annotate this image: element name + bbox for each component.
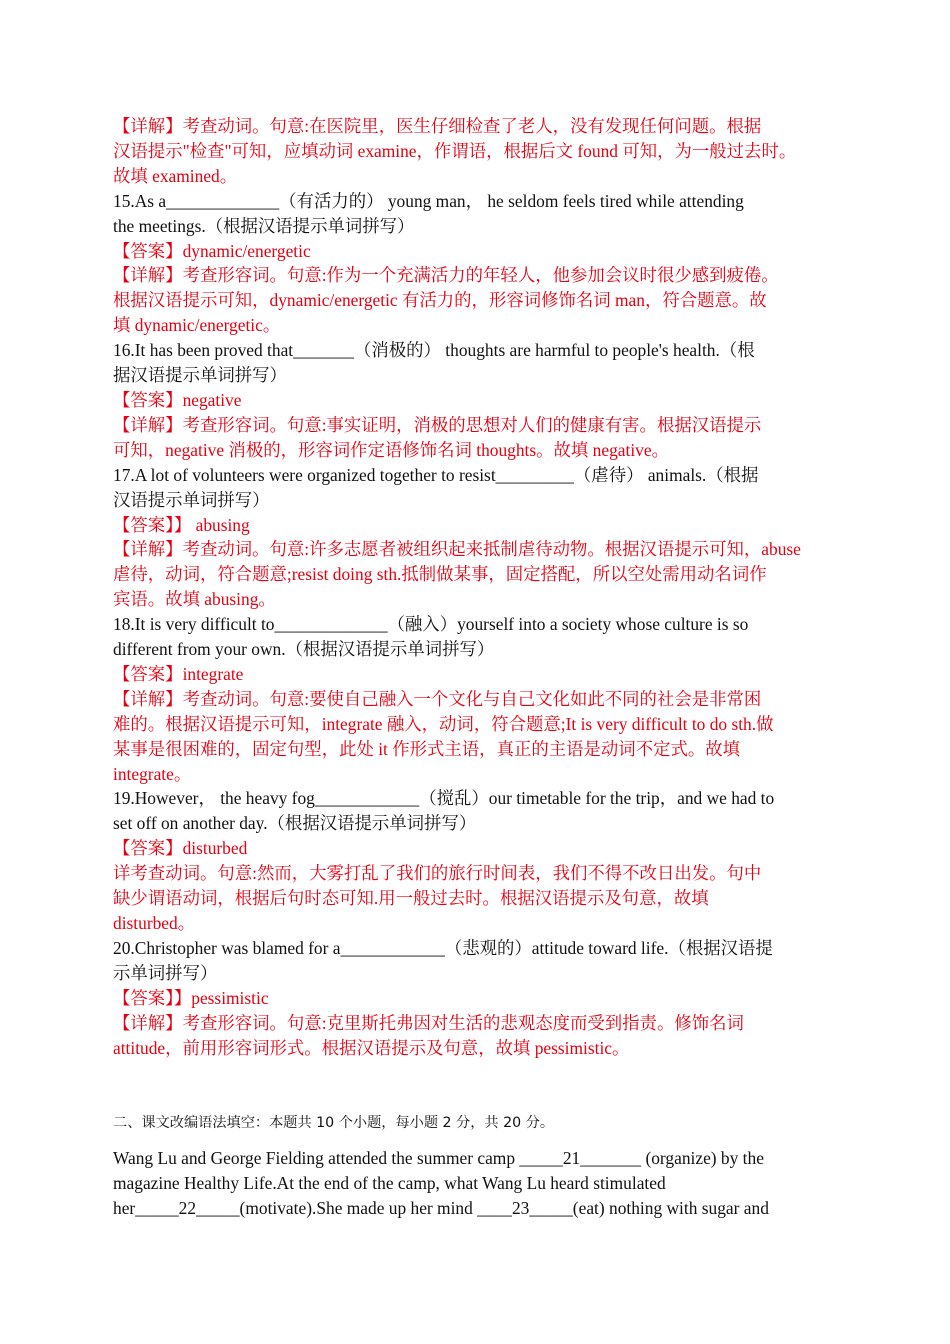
text-line: 根据汉语提示可知，dynamic/energetic 有活力的，形容词修饰名词 man，符合题意。故 [113,290,767,311]
text-line: 填 dynamic/energetic。 [113,315,281,336]
question-block [113,338,860,388]
text-line: 据汉语提示单词拼写） [113,365,287,386]
section-gap [113,1060,860,1113]
answer-explanation-block [113,687,860,787]
answer-explanation-block [113,263,860,338]
text-line: 【答案】】pessimistic [113,987,269,1008]
text-line: disturbed。 [113,913,196,933]
section-passage [113,1146,860,1221]
answer-explanation-block [113,413,860,463]
answer-explanation-block [113,662,860,687]
text-line: 缺少谓语动词，根据后句时态可知.用一般过去时。根据汉语提示及句意，故填 [113,888,709,909]
passage-line: magazine Healthy Life.At the end of the camp, what Wang Lu heard stimulated [113,1173,666,1194]
text-line: 15.As a_____________（有活力的） young man， he seldom feels tired while attending [113,190,744,211]
answer-explanation-block [113,114,860,189]
answer-blocks [113,114,860,1060]
text-line: set off on another day.（根据汉语提示单词拼写） [113,813,477,834]
question-block [113,612,860,662]
text-line: 【答案】disturbed [113,838,248,859]
text-line: 【详解】考查动词。句意:许多志愿者被组织起来抵制虐待动物。根据汉语提示可知，abuse [113,539,801,560]
text-line: 【详解】考查形容词。句意:克里斯托弗因对生活的悲观态度而受到指责。修饰名词 [113,1012,744,1033]
text-line: 宾语。故填 abusing。 [113,589,276,610]
text-line: 详考查动词。句意:然而，大雾打乱了我们的旅行时间表，我们不得不改日出发。句中 [113,863,762,884]
text-line: 17.A lot of volunteers were organized together to resist_________（虐待） animals.（根据 [113,464,759,485]
question-block [113,463,860,513]
text-line: 【答案】integrate [113,663,244,684]
answer-explanation-block [113,986,860,1011]
text-line: 汉语提示"检查"可知，应填动词 examine，作谓语，根据后文 found 可知，为一般过去时。 [113,140,797,161]
text-line: 汉语提示单词拼写） [113,489,270,510]
answer-explanation-block [113,239,860,264]
text-line: 某事是很困难的，固定句型，此处 it 作形式主语，真正的主语是动词不定式。故填 [113,738,741,759]
text-line: 【详解】考查形容词。句意:作为一个充满活力的年轻人，他参加会议时很少感到疲倦。 [113,265,779,286]
text-line: 20.Christopher was blamed for a____________（悲观的）attitude toward life.（根据汉语提 [113,937,773,958]
passage-line: Wang Lu and George Fielding attended the summer camp _____21_______ (organize) by the [113,1148,764,1169]
text-line: 虐待，动词，符合题意;resist doing sth.抵制做某事，固定搭配，所以空处需用动名词作 [113,564,767,585]
answer-explanation-block [113,836,860,861]
passage-line: her_____22_____(motivate).She made up her mind ____23_____(eat) nothing with sugar and [113,1198,769,1219]
text-line: 16.It has been proved that_______（消极的） thoughts are harmful to people's health.（根 [113,340,755,361]
text-line: 【详解】考查形容词。句意:事实证明，消极的思想对人们的健康有害。根据汉语提示 [113,414,762,435]
text-line: 【详解】考查动词。句意:在医院里，医生仔细检查了老人，没有发现任何问题。根据 [113,116,762,136]
answer-explanation-block [113,861,860,936]
text-line: integrate。 [113,763,192,784]
answer-explanation-block [113,537,860,612]
question-block [113,936,860,986]
text-line: attitude，前用形容词形式。根据汉语提示及句意，故填 pessimistic。 [113,1037,630,1058]
text-line: 19.However， the heavy fog____________（搅乱）our timetable for the trip，and we had to [113,788,775,809]
answer-explanation-block [113,1011,860,1061]
section-title: 二、课文改编语法填空：本题共 10 个小题，每小题 2 分，共 20 分。 [113,1115,555,1132]
answer-explanation-block [113,388,860,413]
text-line: 难的。根据汉语提示可知，integrate 融入，动词，符合题意;It is very difficult to do sth.做 [113,713,774,734]
text-line: 【详解】考查动词。句意:要使自己融入一个文化与自己文化如此不同的社会是非常困 [113,688,762,709]
text-line: 【答案】】 abusing [113,514,250,535]
question-block [113,189,860,239]
question-block [113,786,860,836]
answer-explanation-block [113,513,860,538]
text-line: 【答案】dynamic/energetic [113,240,311,261]
text-line: 故填 examined。 [113,165,238,186]
text-line: 示单词拼写） [113,962,218,983]
text-line: different from your own.（根据汉语提示单词拼写） [113,639,495,660]
text-line: 【答案】negative [113,389,242,410]
text-line: 18.It is very difficult to_____________（融入）yourself into a society whose culture is so [113,614,749,635]
text-line: the meetings.（根据汉语提示单词拼写） [113,215,415,236]
text-line: 可知，negative 消极的，形容词作定语修饰名词 thoughts。故填 negative。 [113,439,669,460]
